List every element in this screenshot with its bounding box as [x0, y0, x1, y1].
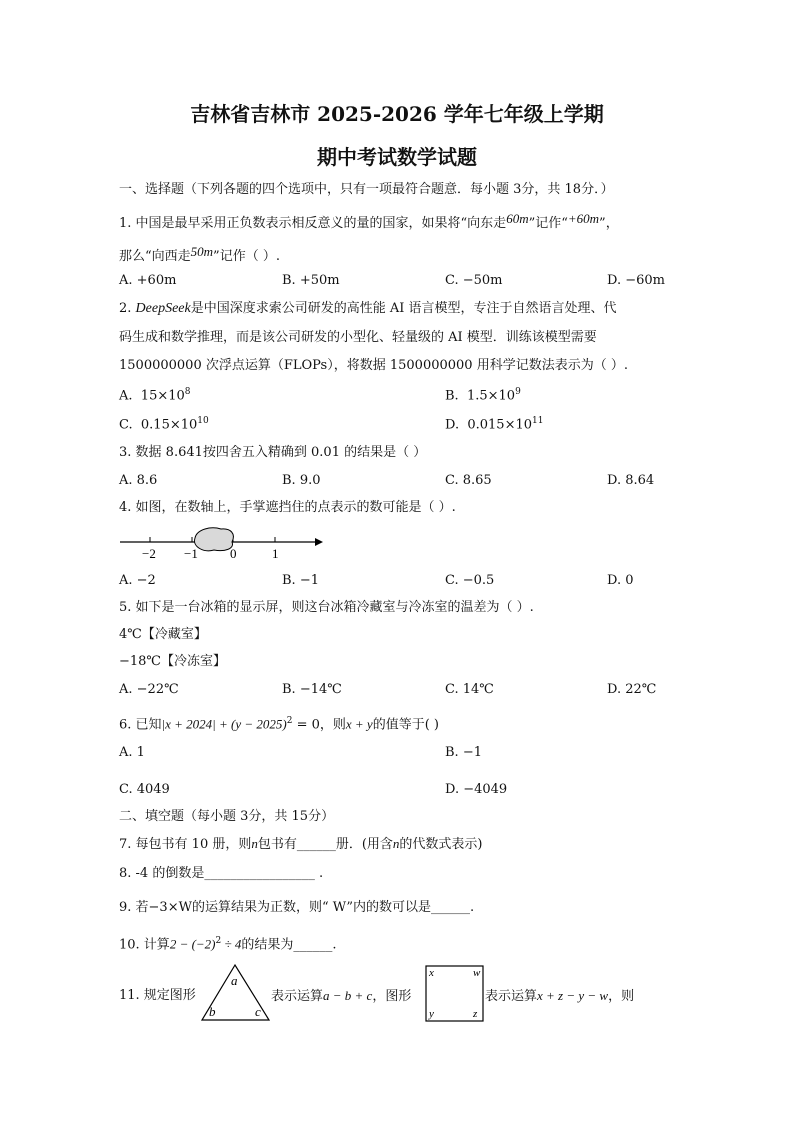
section-2-heading: 二、填空题（每小题 3分，共 15分）: [119, 809, 335, 824]
title-line-1: 吉林省吉林市 2025-2026 学年七年级上学期: [190, 102, 604, 126]
question-9: 9. 若−3×W的运算结果为正数，则“ W”内的数可以是______.: [119, 900, 475, 915]
q3-option-c[interactable]: C. 8.65: [445, 473, 492, 488]
question-7: 7. 每包书有 10 册，则n包书有______册．(用含n的代数式表示): [119, 836, 483, 852]
question-1-line-2: 那么“向西走50m”记作（ ）.: [119, 244, 280, 264]
fridge-display-line-2: −18℃【冷冻室】: [119, 654, 226, 669]
q1-option-c[interactable]: C. −50m: [445, 273, 503, 288]
axis-label-neg2: −2: [142, 546, 156, 561]
question-2-line-1: 2. DeepSeek是中国深度求索公司研发的高性能 AI 语言模型，专注于自然语言处理、代: [119, 301, 617, 316]
svg-text:a: a: [231, 973, 238, 988]
svg-text:w: w: [473, 967, 481, 979]
question-1-line-1: 1. 中国是最早采用正负数表示相反意义的量的国家，如果将“向东走60m”记作“+60m”，: [119, 211, 619, 231]
triangle-figure: [198, 963, 274, 1023]
q6-option-a[interactable]: A. 1: [119, 745, 145, 760]
square-figure: [425, 965, 485, 1023]
q2-option-d[interactable]: D. $0.015\times 10^{11}$: [445, 416, 544, 433]
q1-option-b[interactable]: B. +50m: [282, 273, 340, 288]
fridge-display-line-1: 4℃【冷藏室】: [119, 627, 207, 642]
question-11-intro: 11. 规定图形: [119, 988, 196, 1003]
q3-option-d[interactable]: D. 8.64: [607, 473, 655, 488]
question-2-line-3: 1500000000 次浮点运算（FLOPs），将数据 1500000000 用科学记数法表示为（ ）.: [119, 358, 628, 373]
question-2-line-2: 码生成和数学推理，而是该公司研发的小型化、轻量级的 AI 模型．训练该模型需要: [119, 330, 597, 345]
question-11-mid-2: 表示运算x + z − y − w，则: [485, 988, 635, 1004]
q3-option-b[interactable]: B. 9.0: [282, 473, 321, 488]
title-line-2: 期中考试数学试题: [317, 145, 477, 169]
q3-option-a[interactable]: A. 8.6: [119, 473, 158, 488]
q5-option-b[interactable]: B. −14℃: [282, 682, 342, 697]
question-4: 4. 如图，在数轴上，手掌遮挡住的点表示的数可能是（ ）.: [119, 500, 456, 515]
q1-option-a[interactable]: A. +60m: [119, 273, 177, 288]
deepseek-wordmark: DeepSeek: [135, 301, 191, 316]
q4-option-a[interactable]: A. −2: [119, 573, 156, 588]
q4-option-c[interactable]: C. −0.5: [445, 573, 495, 588]
axis-label-neg1: −1: [184, 546, 198, 561]
q6-option-d[interactable]: D. −4049: [445, 782, 508, 797]
axis-label-1: 1: [272, 546, 279, 561]
question-10: 10. 计算$2 - (-2)^2 \div 4$的结果为______.: [119, 936, 337, 953]
question-11-mid-1: 表示运算a − b + c，图形: [271, 988, 412, 1004]
question-5: 5. 如下是一台冰箱的显示屏，则这台冰箱冷藏室与冷冻室的温差为（ ）.: [119, 600, 534, 615]
q6-option-c[interactable]: C. 4049: [119, 782, 170, 797]
q4-option-d[interactable]: D. 0: [607, 573, 634, 588]
svg-text:c: c: [255, 1004, 261, 1019]
question-6: 6. 已知$|x + 2024| + (y - 2025)^2 = 0$，则x + y的值等于( ): [119, 716, 439, 733]
q5-option-a[interactable]: A. −22℃: [119, 682, 179, 697]
q1-option-d[interactable]: D. −60m: [607, 273, 665, 288]
q6-option-b[interactable]: B. −1: [445, 745, 482, 760]
q5-option-c[interactable]: C. 14℃: [445, 682, 494, 697]
question-8: 8. -4 的倒数是_________________ .: [119, 866, 324, 881]
q6-equation: |x + 2024| + (y − 2025): [161, 716, 287, 732]
hand-blob-shape: [195, 528, 234, 551]
q5-option-d[interactable]: D. 22℃: [607, 682, 657, 697]
q4-option-b[interactable]: B. −1: [282, 573, 319, 588]
number-line-figure: [115, 522, 325, 562]
svg-text:x: x: [429, 967, 434, 979]
q2-option-c[interactable]: C. $0.15\times 10^{10}$: [119, 416, 209, 433]
svg-text:z: z: [473, 1008, 478, 1020]
svg-text:y: y: [429, 1008, 434, 1020]
q2-option-a[interactable]: A. $15\times 10^8$: [119, 387, 191, 404]
svg-text:b: b: [209, 1004, 216, 1019]
question-3: 3. 数据 8.641按四舍五入精确到 0.01 的结果是（ ）: [119, 445, 427, 460]
q2-option-b[interactable]: B. $1.5\times 10^9$: [445, 387, 521, 404]
axis-label-0: 0: [230, 546, 237, 561]
section-1-heading: 一、选择题（下列各题的四个选项中，只有一项最符合题意．每小题 3分，共 18分．）: [119, 182, 614, 197]
